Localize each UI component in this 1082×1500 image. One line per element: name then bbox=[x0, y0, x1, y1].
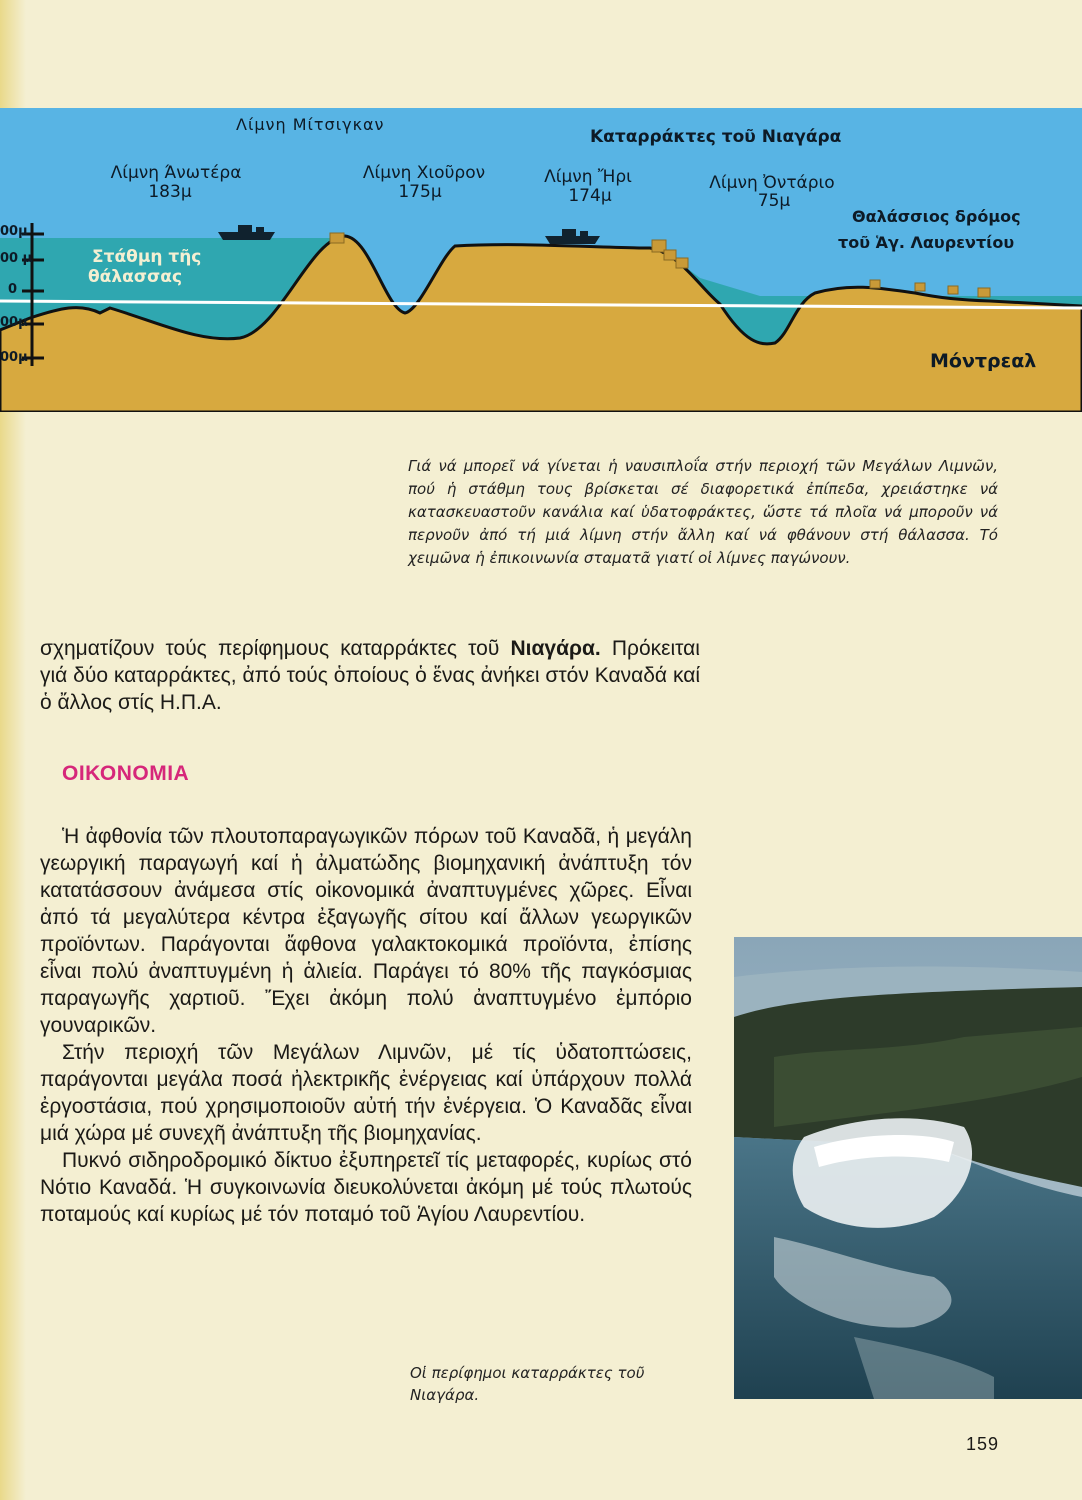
lake-ontario-label: Λίμνη Ὀντάριο bbox=[709, 173, 835, 193]
intro-bold-niagara: Νιαγάρα. bbox=[510, 637, 601, 660]
lake-michigan-label: Λίμνη Μίτσιγκαν bbox=[236, 115, 385, 134]
intro-text-before: σχηματίζουν τούς περίφημους καταρράκτες τοῦ bbox=[40, 637, 511, 660]
great-lakes-profile-diagram bbox=[0, 108, 1082, 412]
lake-huron-elevation: 175μ bbox=[398, 182, 442, 202]
niagara-falls-photo bbox=[734, 937, 1082, 1399]
axis-tick-4: 00μ bbox=[0, 315, 28, 330]
sea-level-label-line1: Στάθμη τῆς bbox=[92, 247, 202, 267]
photo-caption: Οἱ περίφημοι καταρράκτες τοῦ Νιαγάρα. bbox=[410, 1364, 645, 1404]
lake-superior-label: Λίμνη Άνωτέρα bbox=[110, 163, 242, 183]
sea-level-label-line2: θάλασσας bbox=[88, 267, 183, 287]
seaway-label-line2: τοῦ Ἁγ. Λαυρεντίου bbox=[838, 233, 1015, 252]
axis-tick-3: 0 bbox=[8, 282, 18, 297]
intro-text-after: Πρόκειται γιά δύο καταρράκτες, ἀπό τούς ὁποίους ὁ ἕνας ἀνήκει στόν Καναδά καί ὁ ἄλλος στίς Η.Π.Α. bbox=[40, 637, 700, 714]
lake-erie-label: Λίμνη Ἤρι bbox=[544, 167, 632, 187]
lake-huron-label: Λίμνη Χιοῦρον bbox=[362, 163, 486, 183]
lake-superior-elevation: 183μ bbox=[148, 182, 192, 202]
axis-tick-1: 00μ bbox=[0, 224, 28, 239]
section-title-economy: ΟΙΚΟΝΟΜΙΑ bbox=[62, 762, 190, 785]
paragraph-2: Στήν περιοχή τῶν Μεγάλων Λιμνῶν, μέ τίς ὑδατοπτώσεις, παράγονται μεγάλα ποσά ἠλεκτρικῆς ἐνέργειας καί ὑπάρχουν πολλά ἐργοστάσια, πού χρησιμοποιοῦν αὐτή τήν ἐνέργεια. Ὁ Καναδᾶς εἶναι μιά χώρα μέ συνεχῆ ἀνάπτυξη τῆς βιομηχανίας. bbox=[40, 1041, 692, 1145]
paragraph-1: Ἡ ἀφθονία τῶν πλουτοπαραγωγικῶν πόρων τοῦ Καναδᾶ, ἡ μεγάλη γεωργική παραγωγή καί ἡ ἀλματώδης βιομηχανική ἀνάπτυξη τόν κατατάσσουν ἀνάμεσα στίς οἰκονομικά ἀναπτυγμένες χῶρες. Εἶναι ἀπό τά μεγαλύτερα κέντρα ἐξαγωγῆς σίτου καί ἄλλων γεωργικῶν προϊόντων. Παράγονται ἄφθονα γαλακτοκομικά προϊόντα, ἐπίσης εἶναι πολύ ἀναπτυγμένη ἡ ἁλιεία. Παράγει τό 80% τῆς παγκόσμιας παραγωγῆς χαρτιοῦ. Ἔχει ἀκόμη πολύ ἀναπτυγμένο ἐμπόριο γουναρικῶν. bbox=[40, 825, 692, 1037]
lake-erie-elevation: 174μ bbox=[568, 186, 612, 206]
intro-paragraph bbox=[40, 635, 700, 716]
page-number: 159 bbox=[966, 1434, 1000, 1454]
paragraph-3: Πυκνό σιδηροδρομικό δίκτυο ἐξυπηρετεῖ τίς μεταφορές, κυρίως στό Νότιο Καναδά. Ἡ συγκοινωνία διευκολύνεται ἀκόμη μέ τούς πλωτούς ποταμούς καί κυρίως μέ τόν ποταμό τοῦ Ἁγίου Λαυρεντίου. bbox=[40, 1149, 692, 1226]
diagram-caption: Γιά νά μπορεῖ νά γίνεται ἡ ναυσιπλοΐα στήν περιοχή τῶν Μεγάλων Λιμνῶν, πού ἡ στάθμη τους βρίσκεται σέ διαφορετικά ἐπίπεδα, χρειάστηκε νά κατασκευαστοῦν κανάλια καί ὑδατοφράκτες, ὥστε τά πλοῖα νά μποροῦν νά περνοῦν ἀπό τή μιά λίμνη στήν ἄλλη καί νά φθάνουν στή θάλασσα. Τό χειμῶνα ἡ ἐπικοινωνία σταματᾶ γιατί οἱ λίμνες παγώνουν. bbox=[408, 457, 998, 567]
niagara-falls-label: Καταρράκτες τοῦ Νιαγάρα bbox=[590, 127, 842, 147]
seaway-label-line1: Θαλάσσιος δρόμος bbox=[852, 207, 1021, 226]
axis-tick-2: 00 μ bbox=[0, 251, 33, 266]
axis-tick-5: 00μ bbox=[0, 350, 28, 365]
montreal-label: Μόντρεαλ bbox=[930, 350, 1037, 372]
economy-text bbox=[40, 823, 692, 1228]
lake-ontario-elevation: 75μ bbox=[757, 191, 791, 211]
